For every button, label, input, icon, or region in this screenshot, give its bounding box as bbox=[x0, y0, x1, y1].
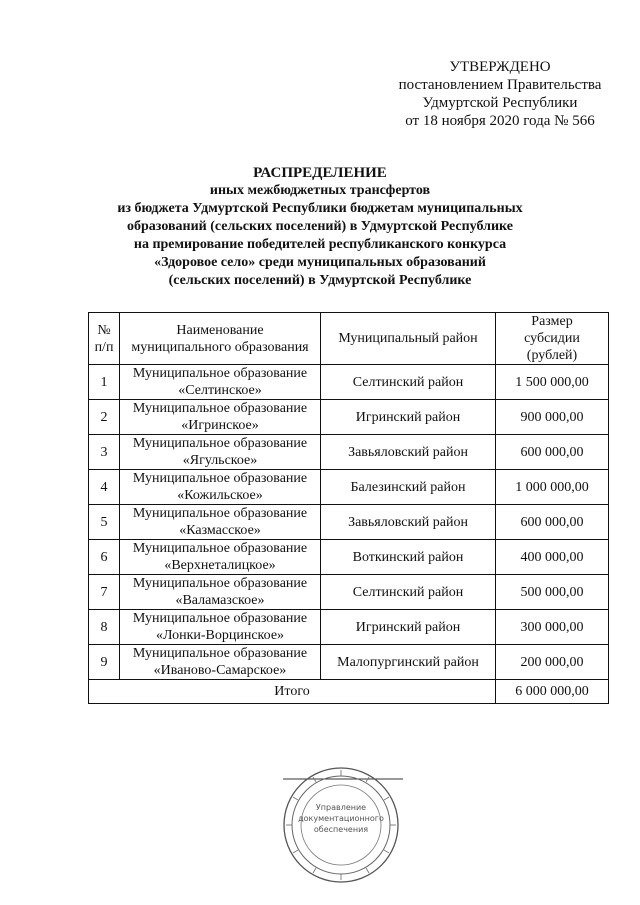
row-municipality-type: Муниципальное образование bbox=[132, 646, 308, 661]
header-number bbox=[89, 313, 120, 365]
row-amount: 1 500 000,00 bbox=[496, 365, 609, 400]
row-amount: 500 000,00 bbox=[496, 575, 609, 610]
row-district: Воткинский район bbox=[321, 540, 496, 575]
row-municipality bbox=[120, 435, 321, 470]
approval-line-republic: Удмуртской Республики bbox=[422, 95, 578, 111]
row-municipality-name: «Ягульское» bbox=[182, 453, 258, 468]
heading-line: на премирование победителей республиканского конкурса bbox=[133, 237, 507, 252]
row-number: 9 bbox=[89, 645, 120, 680]
row-municipality-type: Муниципальное образование bbox=[132, 541, 308, 556]
header-amount-line: Размер bbox=[531, 314, 573, 329]
row-number: 4 bbox=[89, 470, 120, 505]
heading-line: образований (сельских поселений) в Удмуртской Республике bbox=[127, 219, 513, 234]
header-name-line: Наименование bbox=[176, 322, 264, 338]
row-municipality-type: Муниципальное образование bbox=[132, 611, 308, 626]
stamp-text-line: документационного bbox=[298, 814, 384, 823]
row-district: Балезинский район bbox=[321, 470, 496, 505]
row-municipality-type: Муниципальное образование bbox=[132, 471, 308, 486]
table-row bbox=[89, 435, 609, 470]
document-title: РАСПРЕДЕЛЕНИЕ bbox=[253, 165, 387, 181]
approval-line-date: от 18 ноября 2020 года № 566 bbox=[405, 113, 595, 129]
heading-line: иных межбюджетных трансфертов bbox=[209, 183, 431, 198]
row-district: Завьяловский район bbox=[321, 435, 496, 470]
header-district: Муниципальный район bbox=[321, 313, 496, 365]
table-row bbox=[89, 505, 609, 540]
table-row bbox=[89, 610, 609, 645]
header-number-line: № bbox=[97, 322, 111, 338]
row-amount: 600 000,00 bbox=[496, 435, 609, 470]
row-number: 7 bbox=[89, 575, 120, 610]
row-municipality-name: «Кожильское» bbox=[177, 488, 263, 503]
row-district: Завьяловский район bbox=[321, 505, 496, 540]
total-label: Итого bbox=[89, 680, 496, 704]
row-municipality-type: Муниципальное образование bbox=[132, 576, 308, 591]
row-municipality-type: Муниципальное образование bbox=[132, 366, 308, 381]
row-amount: 900 000,00 bbox=[496, 400, 609, 435]
row-amount: 200 000,00 bbox=[496, 645, 609, 680]
stamp-text-line: обеспечения bbox=[313, 825, 369, 834]
header-amount-line: (рублей) bbox=[526, 348, 578, 363]
header-amount-line: субсидии bbox=[524, 331, 580, 346]
header-name bbox=[120, 313, 321, 365]
row-number: 8 bbox=[89, 610, 120, 645]
row-municipality bbox=[120, 505, 321, 540]
header-name-line: муниципального образования bbox=[131, 339, 309, 355]
table-row bbox=[89, 400, 609, 435]
row-municipality-name: «Игринское» bbox=[181, 418, 259, 433]
row-number: 3 bbox=[89, 435, 120, 470]
table-row bbox=[89, 365, 609, 400]
document-heading bbox=[60, 164, 580, 290]
row-municipality-name: «Лонки-Ворцинское» bbox=[155, 628, 285, 643]
table-row bbox=[89, 540, 609, 575]
row-municipality-name: «Селтинское» bbox=[178, 383, 262, 398]
row-municipality-name: «Казмасское» bbox=[179, 523, 261, 538]
row-district: Игринский район bbox=[321, 610, 496, 645]
approval-title: УТВЕРЖДЕНО bbox=[449, 59, 551, 75]
row-amount: 400 000,00 bbox=[496, 540, 609, 575]
approval-block bbox=[380, 58, 620, 130]
row-municipality-name: «Валамазское» bbox=[175, 593, 265, 608]
row-municipality-name: «Верхнеталицкое» bbox=[164, 558, 276, 573]
heading-line: «Здоровое село» среди муниципальных образований bbox=[154, 255, 486, 270]
row-municipality-type: Муниципальное образование bbox=[132, 506, 308, 521]
approval-line-resolution: постановлением Правительства bbox=[398, 77, 602, 93]
heading-line: из бюджета Удмуртской Республики бюджетам муниципальных bbox=[117, 201, 523, 216]
row-municipality-name: «Иваново-Самарское» bbox=[153, 663, 287, 678]
row-number: 5 bbox=[89, 505, 120, 540]
row-municipality-type: Муниципальное образование bbox=[132, 401, 308, 416]
stamp-text-line: Управление bbox=[315, 803, 367, 812]
header-amount bbox=[496, 313, 609, 365]
row-municipality bbox=[120, 540, 321, 575]
row-municipality bbox=[120, 645, 321, 680]
total-amount: 6 000 000,00 bbox=[496, 680, 609, 704]
row-amount: 600 000,00 bbox=[496, 505, 609, 540]
row-number: 6 bbox=[89, 540, 120, 575]
table-row bbox=[89, 645, 609, 680]
total-row bbox=[89, 680, 609, 704]
row-municipality bbox=[120, 470, 321, 505]
row-district: Селтинский район bbox=[321, 575, 496, 610]
row-municipality bbox=[120, 575, 321, 610]
row-district: Малопургинский район bbox=[321, 645, 496, 680]
official-stamp bbox=[277, 760, 407, 884]
row-municipality bbox=[120, 610, 321, 645]
row-municipality-type: Муниципальное образование bbox=[132, 436, 308, 451]
row-number: 1 bbox=[89, 365, 120, 400]
table-row bbox=[89, 575, 609, 610]
row-municipality bbox=[120, 365, 321, 400]
table-header-row bbox=[89, 313, 609, 365]
allocation-table bbox=[88, 312, 609, 704]
row-number: 2 bbox=[89, 400, 120, 435]
row-district: Игринский район bbox=[321, 400, 496, 435]
heading-line: (сельских поселений) в Удмуртской Республике bbox=[168, 273, 472, 288]
row-amount: 1 000 000,00 bbox=[496, 470, 609, 505]
row-district: Селтинский район bbox=[321, 365, 496, 400]
row-municipality bbox=[120, 400, 321, 435]
stamp-seal-icon bbox=[277, 760, 407, 884]
header-number-line: п/п bbox=[94, 339, 114, 355]
row-amount: 300 000,00 bbox=[496, 610, 609, 645]
table-row bbox=[89, 470, 609, 505]
